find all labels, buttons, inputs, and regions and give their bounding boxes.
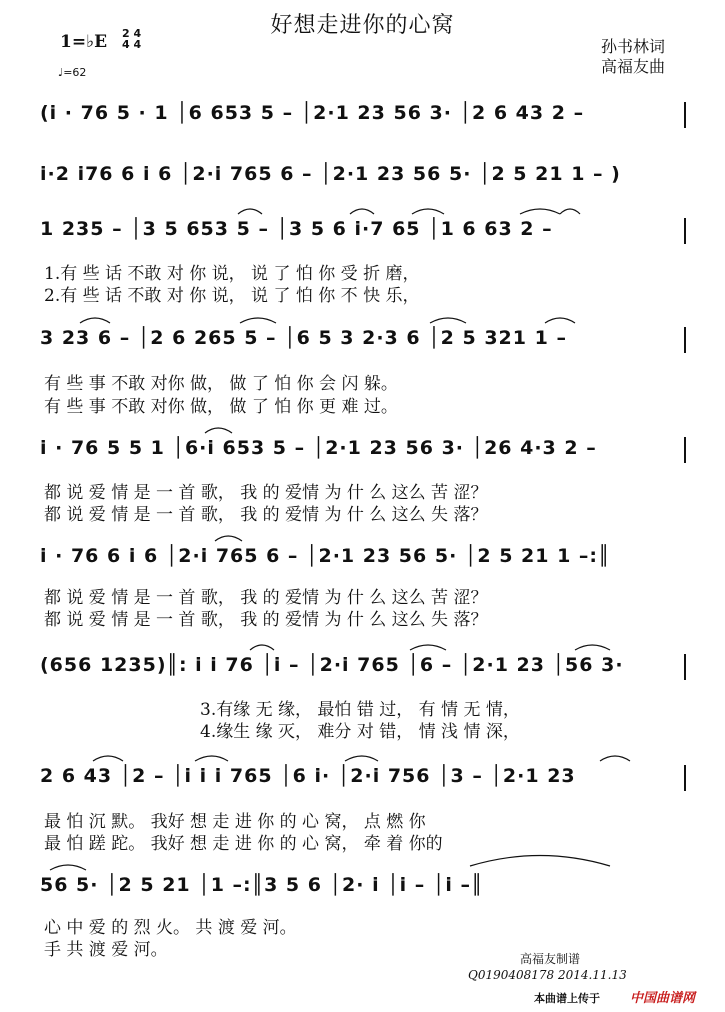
transcriber-credit: 高福友制谱 xyxy=(520,952,581,966)
barline xyxy=(684,765,686,791)
lyric-line-9a: 心 中 爱 的 烈 火。 共 渡 爱 河。 xyxy=(44,918,297,938)
lyric-line-8b: 最 怕 蹉 跎。 我好 想 走 进 你 的 心 窝， 牵 着 你的 xyxy=(44,834,443,854)
slur-arc xyxy=(345,756,378,761)
slur-arc xyxy=(215,536,242,541)
lyric-line-5b: 都 说 爱 情 是 一 首 歌， 我 的 爱情 为 什 么 这么 失 落？ xyxy=(44,505,488,525)
slur-arc xyxy=(240,318,276,323)
slur-arc xyxy=(470,856,610,867)
composer-credit: 高福友曲 xyxy=(600,57,665,76)
slur-arc xyxy=(545,318,575,323)
lyric-line-6a: 都 说 爱 情 是 一 首 歌， 我 的 爱情 为 什 么 这么 苦 涩？ xyxy=(44,588,488,608)
slur-arc xyxy=(93,756,123,761)
barline xyxy=(684,327,686,353)
notation-line-4: 3 23 6 – │2 6 265 5 – │6 5 3 2·3 6 │2 5 321 1 – xyxy=(40,327,567,349)
slur-arc xyxy=(350,209,374,214)
slur-arc xyxy=(238,209,262,214)
slur-arc xyxy=(520,209,560,214)
slur-arc xyxy=(80,318,110,323)
notation-line-9: 56 5· │2 5 21 │1 –:║3 5 6 │2· i │i – │i –║ xyxy=(40,874,484,896)
meter-primary: 2 4 xyxy=(122,27,142,40)
lyric-line-8a: 最 怕 沉 默。 我好 想 走 进 你 的 心 窝， 点 燃 你 xyxy=(44,812,426,832)
notation-line-5: i · 76 5 5 1 │6·i 653 5 – │2·1 23 56 3· │26 4·3 2 – xyxy=(40,437,597,459)
notation-line-1: (i · 76 5 · 1 │6 653 5 – │2·1 23 56 3· │2 6 43 2 – xyxy=(40,102,585,124)
slur-arc xyxy=(205,428,232,433)
site-logo[interactable]: 中国曲谱网 xyxy=(630,991,696,1006)
slur-arc xyxy=(195,756,228,761)
song-title: 好想走进你的心窝 xyxy=(270,13,455,38)
lyric-line-6b: 都 说 爱 情 是 一 首 歌， 我 的 爱情 为 什 么 这么 失 落？ xyxy=(44,610,488,630)
tempo-mark: ♩=62 xyxy=(58,66,87,79)
barline xyxy=(684,102,686,128)
lyric-line-4a: 有 些 事 不敢 对你 做， 做 了 怕 你 会 闪 躲。 xyxy=(44,374,398,394)
slur-arc xyxy=(575,645,610,650)
slur-arc xyxy=(600,756,630,761)
notation-line-6: i · 76 6 i 6 │2·i 765 6 – │2·1 23 56 5· │2 5 21 1 –:║ xyxy=(40,545,611,567)
barline xyxy=(684,218,686,244)
slur-arc xyxy=(412,209,444,214)
key-signature: 1=♭E xyxy=(60,32,108,52)
lyric-line-3a: 1.有 些 话 不敢 对 你 说， 说 了 怕 你 受 折 磨， xyxy=(44,264,420,284)
lyric-line-3b: 2.有 些 话 不敢 对 你 说， 说 了 怕 你 不 快 乐， xyxy=(44,286,420,306)
lyric-line-9b: 手 共 渡 爱 河。 xyxy=(44,940,168,960)
barline xyxy=(684,654,686,680)
notation-line-7: (656 1235)║: i i 76 │i – │2·i 765 │6 – │2·1 23 │56 3· xyxy=(40,654,624,676)
slur-arc xyxy=(410,645,446,650)
notation-line-3: 1 235 – │3 5 653 5 – │3 5 6 i·7 65 │1 6 63 2 – xyxy=(40,218,553,240)
lyric-line-7b: 4.缘生 缘 灭， 难分 对 错， 情 浅 情 深， xyxy=(200,722,520,742)
contact-date: Q0190408178 2014.11.13 xyxy=(468,968,627,982)
slur-arc xyxy=(560,209,580,214)
notation-line-2: i·2 i76 6 i 6 │2·i 765 6 – │2·1 23 56 5· │2 5 21 1 – ) xyxy=(40,163,621,185)
lyric-line-5a: 都 说 爱 情 是 一 首 歌， 我 的 爱情 为 什 么 这么 苦 涩？ xyxy=(44,483,488,503)
lyric-line-4b: 有 些 事 不敢 对你 做， 做 了 怕 你 更 难 过。 xyxy=(44,397,398,417)
slur-arc xyxy=(50,865,86,870)
upload-note: 本曲谱上传于 xyxy=(534,992,600,1005)
notation-line-8: 2 6 43 │2 – │i i i 765 │6 i· │2·i 756 │3 – │2·1 23 xyxy=(40,765,576,787)
slur-arc xyxy=(250,645,274,650)
slur-arc xyxy=(430,318,466,323)
lyric-line-7a: 3.有缘 无 缘， 最怕 错 过， 有 情 无 情， xyxy=(200,700,520,720)
meter-secondary: 4 4 xyxy=(122,38,142,51)
lyricist-credit: 孙书林词 xyxy=(600,37,665,56)
barline xyxy=(684,437,686,463)
